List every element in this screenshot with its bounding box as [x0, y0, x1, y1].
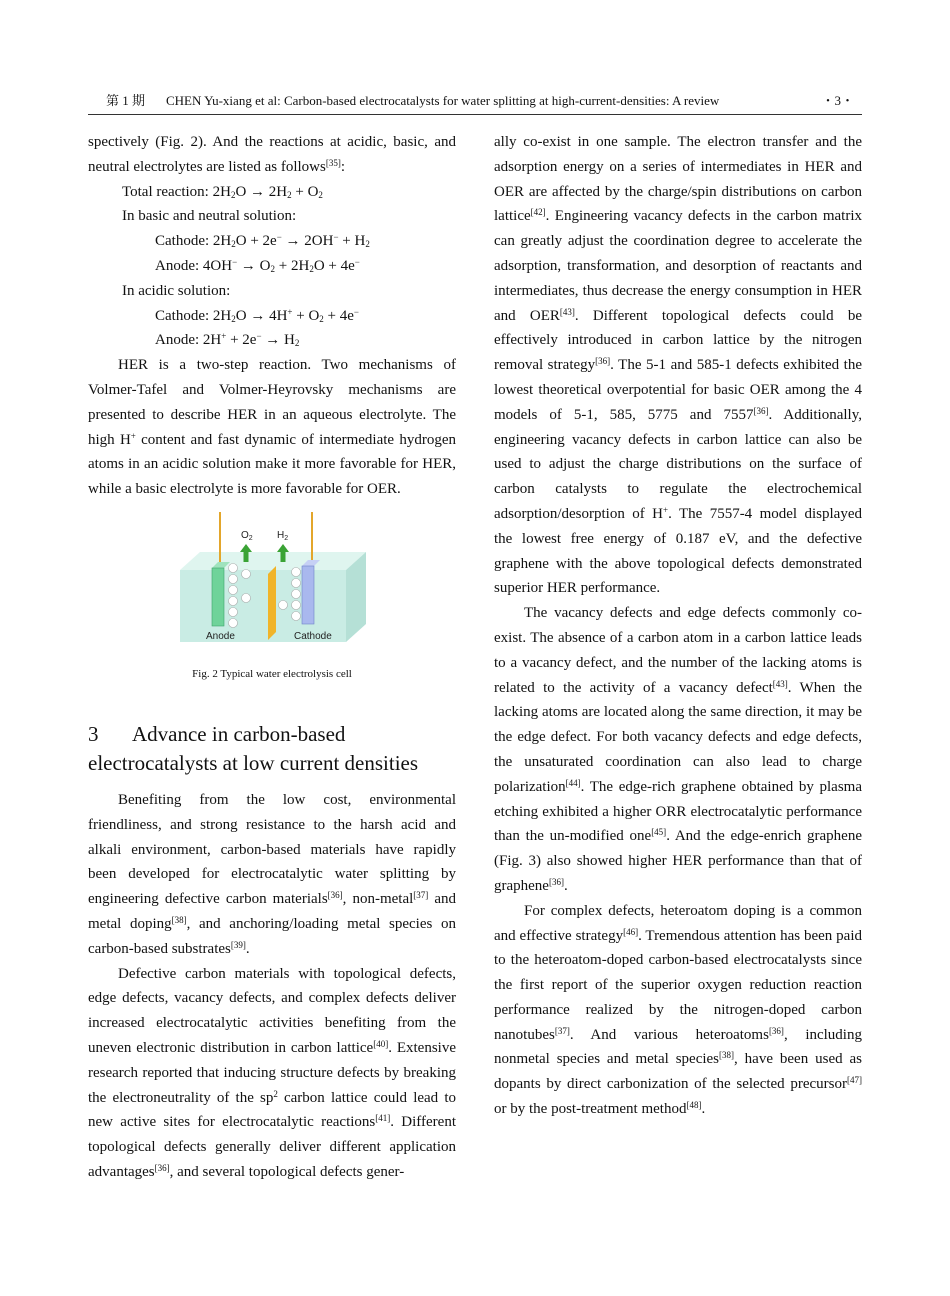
citation[interactable]: [36]: [327, 890, 343, 901]
paragraph: spectively (Fig. 2). And the reactions at acidic, basic, and neutral electrolytes are listed as follows[35]:: [88, 134, 456, 175]
section-title: Advance in carbon-based electrocatalysts at low current densities: [88, 721, 419, 775]
citation[interactable]: [38]: [719, 1050, 735, 1061]
paragraph: The vacancy defects and edge defects commonly co-exist. The absence of a carbon atom in a carbon lattice leads to a vacancy defect, and the number of the lacking atoms is related to the activity of a vacancy defect[43]. When the lacking atoms are located along the same direction, it may be the edge defect. For both vacancy defects and edge defects, the unsaturated coordination can also lead to charge polarization[44]. The edge-rich graphene obtained by plasma etching exhibited a higher ORR electrocatalytic performance than the un-modified one[45]. And the edge-enrich graphene (Fig. 3) also showed higher HER performance than that of graphene[36].: [494, 605, 862, 894]
right-column: [494, 130, 862, 1122]
citation[interactable]: [38]: [171, 914, 187, 925]
left-column: [88, 130, 456, 1185]
anode-electrode: [212, 568, 224, 626]
citation[interactable]: [40]: [373, 1038, 389, 1049]
equation-basic-cathode: Cathode: $2H_2O + 2e^- \to 2OH^- + H_2$: [155, 232, 370, 250]
citation[interactable]: [37]: [413, 890, 429, 901]
citation[interactable]: [36]: [548, 876, 564, 887]
equation-acidic-cathode: Cathode: $2H_2O \to 4H^+ + O_2 + 4e^-$: [155, 306, 359, 324]
citation[interactable]: [41]: [375, 1113, 391, 1124]
citation[interactable]: [35]: [325, 157, 341, 168]
citation[interactable]: [36]: [595, 356, 611, 367]
citation[interactable]: [36]: [768, 1025, 784, 1036]
citation[interactable]: [36]: [753, 405, 769, 416]
acidic-label: In acidic solution:: [122, 282, 231, 299]
citation[interactable]: [47]: [847, 1075, 862, 1086]
issue-label: 第 1 期: [106, 93, 146, 108]
paragraph: ally co-exist in one sample. The electron transfer and the adsorption energy on a series of intermediates in HER and OER are affected by the charge/spin distributions on carbon lattice[42]. Engineering vacancy defects in the carbon matrix can greatly adjust the coordination degree to accelerate the adsorption, transformation, and desorption of reactants and intermediates, thus decrease the energy consumption in HER and OER[43]. Different topological defects could be effectively introduced in carbon lattice by the nitrogen removal strategy[36]. The 5-1 and 585-1 defects exhibited the lowest theoretical overpotential for basic OER among the 4 models of 5-1, 585, 5775 and 7557[36]. Additionally, engineering vacancy defects in carbon lattice can also be used to adjust the charge distributions on the surface of carbon catalysts to regulate the electrochemical adsorption/desorption of H+. The 7557-4 model displayed the lowest free energy of 0.187 eV, and the defective graphene with the above topological defects demonstrated superior HER performance.: [494, 134, 862, 597]
citation[interactable]: [37]: [554, 1025, 570, 1036]
basic-label: In basic and neutral solution:: [122, 208, 297, 225]
citation[interactable]: [43]: [772, 678, 788, 689]
h2-label: $H_2$: [277, 529, 289, 542]
page-number: ・3・: [821, 93, 854, 108]
citation[interactable]: [45]: [651, 827, 667, 838]
paragraph: Benefiting from the low cost, environmental friendliness, and strong resistance to the harsh acid and alkali environment, carbon-based materials have rapidly been developed for electrocatalytic water splitting by engineering defective carbon materials[36], non-metal[37] and metal doping[38], and anchoring/loading metal species on carbon-based substrates[39].: [88, 791, 456, 957]
cathode-electrode: [302, 566, 314, 624]
figure-caption: Fig. 2 Typical water electrolysis cell: [192, 667, 352, 680]
citation[interactable]: [43]: [559, 306, 575, 317]
anode-label: Anode: [206, 630, 235, 642]
citation[interactable]: [39]: [230, 939, 246, 950]
page-header: [88, 92, 862, 116]
tank-top: [180, 552, 366, 570]
citation[interactable]: [44]: [565, 777, 581, 788]
citation[interactable]: [36]: [154, 1162, 170, 1173]
equation-total: Total reaction: $2H_2O \to 2H_2 + O_2$: [122, 183, 323, 200]
section-heading: [88, 720, 456, 778]
citation[interactable]: [42]: [530, 207, 546, 218]
membrane: [268, 566, 276, 640]
equation-acidic-anode: Anode: $2H^+ + 2e^- \to H_2$: [155, 331, 300, 349]
electrolysis-cell-diagram: [180, 512, 366, 652]
header-rule: [88, 114, 862, 115]
citation[interactable]: [46]: [623, 926, 639, 937]
equation-basic-anode: Anode: $4OH^- \to O_2 + 2H_2O + 4e^-$: [155, 256, 360, 274]
paragraph: Defective carbon materials with topological defects, edge defects, vacancy defects, and complex defects deliver increased electrocatalytic activities benefiting from the uneven electronic distribution in carbon lattice[40]. Extensive research reported that inducing structure defects by breaking the electroneutrality of the $sp^2$ carbon lattice could lead to new active sites for electrocatalytic reactions[41]. Different topological defects generally deliver different application advantages[36], and several topological defects gener-: [88, 965, 457, 1180]
citation[interactable]: [48]: [686, 1100, 702, 1111]
paragraph: HER is a two-step reaction. Two mechanisms of Volmer-Tafel and Volmer-Heyrovsky mechanisms are presented to describe HER in an aqueous electrolyte. The high H+ content and fast dynamic of intermediate hydrogen atoms in an acidic solution make it more favorable for HER, while a basic electrolyte is more favorable for OER.: [88, 357, 457, 498]
figure-2: [88, 512, 456, 712]
running-title: CHEN Yu-xiang et al: Carbon-based electrocatalysts for water splitting at high-current-densities: A review: [166, 93, 720, 108]
section-number: 3: [88, 721, 99, 746]
cathode-label: Cathode: [294, 630, 332, 642]
paragraph: For complex defects, heteroatom doping is a common and effective strategy[46]. Tremendous attention has been paid to the heteroatom-doped carbon-based electrocatalysts since the first report of the superior oxygen reduction reaction performance realized by the nitrogen-doped carbon nanotubes[37]. And various heteroatoms[36], including nonmetal species and metal species[38], have been used as dopants by direct carbonization of the selected precursor[47] or by the post-treatment method[48].: [494, 902, 862, 1118]
o2-label: $O_2$: [241, 529, 253, 542]
